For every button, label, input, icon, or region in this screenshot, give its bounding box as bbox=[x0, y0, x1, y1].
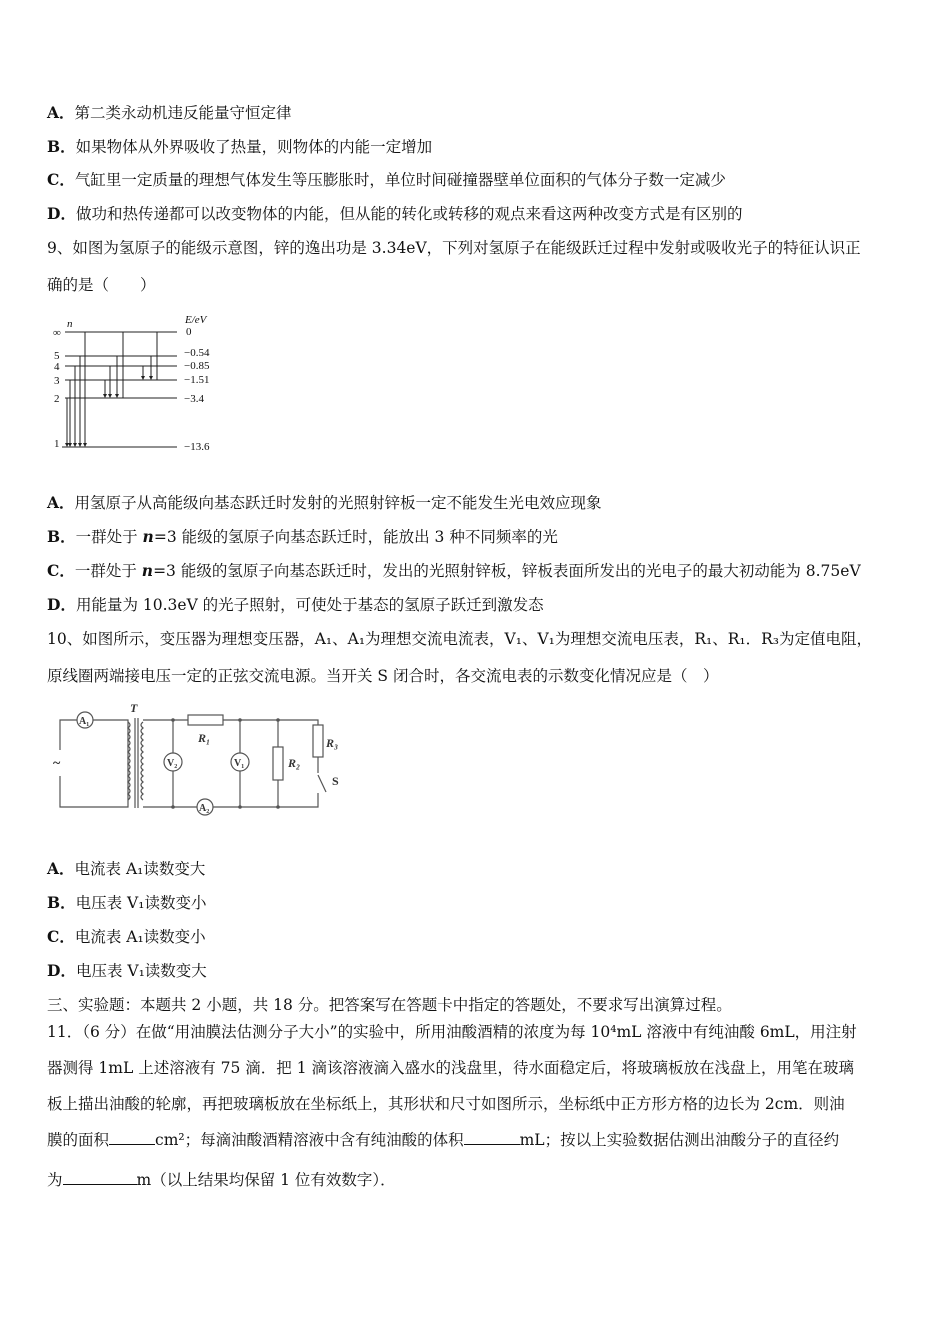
energy-level-diagram bbox=[40, 310, 240, 455]
level-energy-label: 0 bbox=[186, 326, 192, 338]
option-letter: D． bbox=[47, 595, 76, 614]
option-text: 电流表 A₁读数变大 bbox=[74, 860, 206, 878]
text: mL；按以上实验数据估测出油酸分子的直径约 bbox=[519, 1131, 840, 1149]
q9-stem-line2: 确的是（ ） bbox=[47, 276, 156, 294]
q10-option-d bbox=[47, 961, 207, 981]
variable-n: n bbox=[141, 561, 154, 580]
q9-option-a bbox=[47, 493, 602, 513]
text: m（以上结果均保留 1 位有效数字）． bbox=[136, 1171, 396, 1189]
label-v2: V₂ bbox=[167, 758, 178, 769]
energy-axis-label: E/eV bbox=[185, 314, 207, 326]
answer-blank-area[interactable] bbox=[109, 1130, 155, 1145]
level-n-label: 1 bbox=[54, 438, 60, 450]
option-text: 电压表 V₁读数变大 bbox=[75, 962, 207, 980]
option-letter: A． bbox=[47, 493, 75, 512]
level-energy-label: −0.54 bbox=[184, 347, 210, 359]
option-text: 第二类永动机违反能量守恒定律 bbox=[74, 104, 292, 122]
option-text: 做功和热传递都可以改变物体的内能，但从能的转化或转移的观点来看这两种改变方式是有区别的 bbox=[75, 205, 743, 223]
level-energy-label: −0.85 bbox=[184, 360, 210, 372]
primary-wire bbox=[60, 720, 128, 807]
answer-blank-diameter[interactable] bbox=[63, 1170, 137, 1185]
option-text: 一群处于 bbox=[74, 562, 142, 580]
option-letter: A． bbox=[47, 859, 75, 878]
option-letter: D． bbox=[47, 961, 76, 980]
q10-option-b bbox=[47, 893, 206, 913]
label-s: S bbox=[332, 774, 339, 788]
q9-option-d bbox=[47, 595, 544, 615]
option-text: =3 能级的氢原子向基态跃迁时，能放出 3 种不同频率的光 bbox=[153, 528, 558, 546]
text: 为 bbox=[47, 1171, 63, 1189]
option-text: 一群处于 bbox=[75, 528, 143, 546]
section-3-heading: 三、实验题：本题共 2 小题，共 18 分。把答案写在答题卡中指定的答题处，不要求写出演算过程。 bbox=[47, 996, 732, 1014]
level-n-label: 5 bbox=[54, 350, 60, 362]
variable-n: n bbox=[142, 527, 154, 546]
level-energy-label: −3.4 bbox=[184, 393, 204, 405]
resistor-r2 bbox=[273, 747, 283, 780]
level-energy-label: −13.6 bbox=[184, 441, 210, 453]
q10-stem-line2: 原线圈两端接电压一定的正弦交流电源。当开关 S 闭合时，各交流电表的示数变化情况应是（ ） bbox=[47, 667, 719, 685]
option-text: 用能量为 10.3eV 的光子照射，可使处于基态的氢原子跃迁到激发态 bbox=[75, 596, 544, 614]
level-n-label: 2 bbox=[54, 393, 60, 405]
option-letter: B． bbox=[47, 893, 76, 912]
option-letter: C． bbox=[47, 561, 75, 580]
label-v1: V₁ bbox=[234, 758, 245, 769]
option-letter: C． bbox=[47, 927, 75, 946]
level-n-label: 3 bbox=[54, 375, 60, 387]
option-text: 气缸里一定质量的理想气体发生等压膨胀时，单位时间碰撞器壁单位面积的气体分子数一定减少 bbox=[74, 171, 726, 189]
q10-option-a bbox=[47, 859, 205, 879]
q9-stem-line1: 9、如图为氢原子的能级示意图，锌的逸出功是 3.34eV，下列对氢原子在能级跃迁过程中发射或吸收光子的特征认识正 bbox=[47, 239, 861, 257]
option-letter: D． bbox=[47, 204, 76, 223]
q11-line5 bbox=[47, 1170, 396, 1190]
q9-option-b bbox=[47, 527, 558, 547]
q10-stem-line1: 10、如图所示，变压器为理想变压器，A₁、A₁为理想交流电流表，V₁、V₁为理想交流电压表，R₁、R₁．R₃为定值电阻， bbox=[47, 630, 873, 648]
secondary-coil bbox=[141, 722, 143, 800]
option-text: 用氢原子从高能级向基态跃迁时发射的光照射锌板一定不能发生光电效应现象 bbox=[74, 494, 602, 512]
option-text: 电压表 V₁读数变小 bbox=[75, 894, 207, 912]
option-letter: C． bbox=[47, 170, 75, 189]
q8-option-b bbox=[47, 137, 432, 157]
text: 膜的面积 bbox=[47, 1131, 110, 1149]
label-r3: R₃ bbox=[326, 736, 339, 750]
resistor-r1 bbox=[188, 715, 223, 725]
q11-line2: 器测得 1mL 上述溶液有 75 滴．把 1 滴该溶液滴入盛水的浅盘里，待水面稳定后，将玻璃板放在浅盘上，用笔在玻璃 bbox=[47, 1059, 855, 1077]
level-n-label: 4 bbox=[54, 361, 60, 373]
q11-line1: 11．（6 分）在做“用油膜法估测分子大小”的实验中，所用油酸酒精的浓度为每 10⁴mL 溶液中有纯油酸 6mL，用注射 bbox=[47, 1023, 857, 1041]
transition-arrows bbox=[67, 332, 157, 443]
n-axis-label: n bbox=[67, 318, 73, 330]
option-letter: A． bbox=[47, 103, 75, 122]
level-energy-label: −1.51 bbox=[184, 374, 210, 386]
q9-option-c bbox=[47, 561, 861, 581]
transformer-circuit-diagram bbox=[50, 700, 360, 825]
label-r2: R₂ bbox=[288, 756, 301, 770]
option-letter: B． bbox=[47, 527, 76, 546]
option-text: 电流表 A₁读数变小 bbox=[74, 928, 206, 946]
option-letter: B． bbox=[47, 137, 76, 156]
answer-blank-volume[interactable] bbox=[464, 1130, 520, 1145]
q8-option-a bbox=[47, 103, 292, 123]
option-text: 如果物体从外界吸收了热量，则物体的内能一定增加 bbox=[75, 138, 433, 156]
q11-line4 bbox=[47, 1130, 839, 1150]
label-a1: A₁ bbox=[79, 716, 90, 727]
q8-option-c bbox=[47, 170, 726, 190]
q11-line3: 板上描出油酸的轮廓，再把玻璃板放在坐标纸上，其形状和尺寸如图所示，坐标纸中正方形方格的边长为 2cm．则油 bbox=[47, 1095, 845, 1113]
level-n-label: ∞ bbox=[53, 327, 61, 339]
text: cm²；每滴油酸酒精溶液中含有纯油酸的体积 bbox=[155, 1131, 464, 1149]
ac-source-symbol: ~ bbox=[53, 756, 61, 771]
q8-option-d bbox=[47, 204, 742, 224]
q10-option-c bbox=[47, 927, 206, 947]
switch-s bbox=[318, 775, 326, 792]
option-text: =3 能级的氢原子向基态跃迁时，发出的光照射锌板，锌板表面所发出的光电子的最大初动能为 8.75eV bbox=[153, 562, 861, 580]
resistor-r3 bbox=[313, 725, 323, 757]
label-a2: A₂ bbox=[199, 803, 210, 814]
label-r1: R₁ bbox=[198, 731, 211, 745]
label-t: T bbox=[130, 701, 138, 715]
